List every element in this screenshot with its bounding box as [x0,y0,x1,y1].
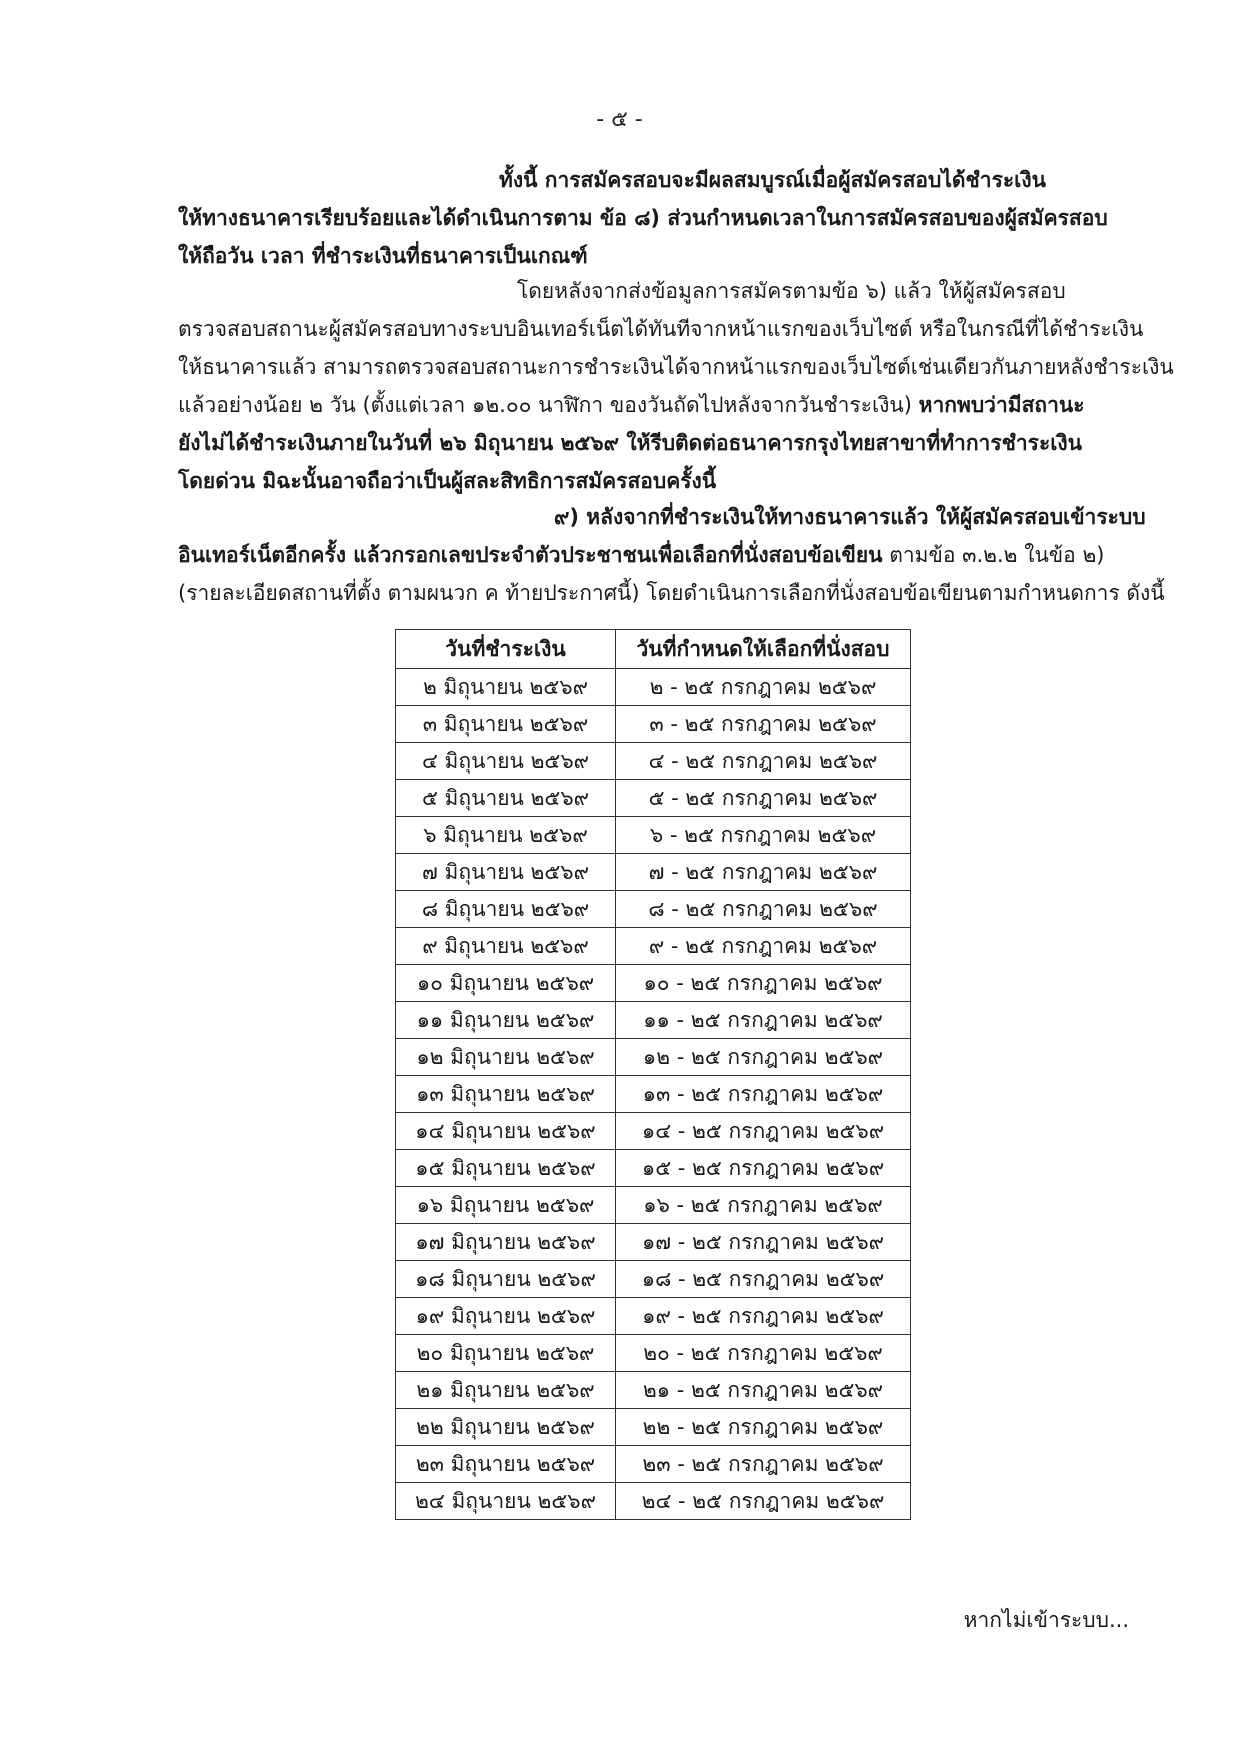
seat-selection-period-cell: ๒๒ - ๒๕ กรกฎาคม ๒๕๖๙ [616,1409,911,1446]
paragraph-line: โดยหลังจากส่งข้อมูลการสมัครตามข้อ ๖) แล้ว ให้ผู้สมัครสอบ [517,279,1066,303]
seat-selection-period-cell: ๒ - ๒๕ กรกฎาคม ๒๕๖๙ [616,669,911,706]
table-row [396,1002,911,1039]
payment-date-cell: ๒๔ มิถุนายน ๒๕๖๙ [396,1483,616,1520]
paragraph-text: แล้วอย่างน้อย ๒ วัน (ตั้งแต่เวลา ๑๒.๐๐ นาฬิกา ของวันถัดไปหลังจากวันชำระเงิน) [178,393,919,417]
table-header-row [396,630,911,669]
paragraph-line [178,386,1128,424]
paragraph-text-bold: หากพบว่ามีสถานะ [918,393,1085,417]
seat-selection-period-cell: ๑๓ - ๒๕ กรกฎาคม ๒๕๖๙ [616,1076,911,1113]
table-row [396,1113,911,1150]
seat-selection-period-cell: ๔ - ๒๕ กรกฎาคม ๒๕๖๙ [616,743,911,780]
seat-selection-period-cell: ๙ - ๒๕ กรกฎาคม ๒๕๖๙ [616,928,911,965]
seat-selection-schedule-table [395,629,911,1520]
table-row [396,706,911,743]
table-row [396,669,911,706]
table-row [396,1150,911,1187]
payment-date-cell: ๑๕ มิถุนายน ๒๕๖๙ [396,1150,616,1187]
table-row [396,1372,911,1409]
table-row [396,1224,911,1261]
table-row [396,1335,911,1372]
payment-date-cell: ๒๓ มิถุนายน ๒๕๖๙ [396,1446,616,1483]
payment-date-cell: ๑๙ มิถุนายน ๒๕๖๙ [396,1298,616,1335]
paragraph-line: โดยด่วน มิฉะนั้นอาจถือว่าเป็นผู้สละสิทธิการสมัครสอบครั้งนี้ [178,469,717,493]
payment-date-cell: ๑๒ มิถุนายน ๒๕๖๙ [396,1039,616,1076]
table-row [396,1076,911,1113]
payment-date-cell: ๖ มิถุนายน ๒๕๖๙ [396,817,616,854]
paragraph-line [178,536,1128,574]
payment-date-cell: ๒ มิถุนายน ๒๕๖๙ [396,669,616,706]
paragraph-text: ตามข้อ ๓.๒.๒ ในข้อ ๒) [882,543,1105,567]
seat-selection-period-cell: ๘ - ๒๕ กรกฎาคม ๒๕๖๙ [616,891,911,928]
seat-selection-period-cell: ๑๕ - ๒๕ กรกฎาคม ๒๕๖๙ [616,1150,911,1187]
column-header-seat-selection-period: วันที่กำหนดให้เลือกที่นั่งสอบ [616,630,911,669]
payment-date-cell: ๒๒ มิถุนายน ๒๕๖๙ [396,1409,616,1446]
paragraph-status-check [178,272,1174,500]
paragraph-line: (รายละเอียดสถานที่ตั้ง ตามผนวก ค ท้ายประกาศนี้) โดยดำเนินการเลือกที่นั่งสอบข้อเขียนตามกำหนดการ ดังนี้ [178,581,1165,605]
paragraph-line: ให้ธนาคารแล้ว สามารถตรวจสอบสถานะการชำระเงินได้จากหน้าแรกของเว็บไซต์เช่นเดียวกันภายหลังชำระเงิน [178,355,1174,379]
seat-selection-period-cell: ๒๓ - ๒๕ กรกฎาคม ๒๕๖๙ [616,1446,911,1483]
seat-selection-period-cell: ๑๐ - ๒๕ กรกฎาคม ๒๕๖๙ [616,965,911,1002]
paragraph-line: ๙) หลังจากที่ชำระเงินให้ทางธนาคารแล้ว ให้ผู้สมัครสอบเข้าระบบ [554,505,1146,529]
seat-selection-period-cell: ๓ - ๒๕ กรกฎาคม ๒๕๖๙ [616,706,911,743]
payment-date-cell: ๙ มิถุนายน ๒๕๖๙ [396,928,616,965]
payment-date-cell: ๗ มิถุนายน ๒๕๖๙ [396,854,616,891]
paragraph-line: ให้ทางธนาคารเรียบร้อยและได้ดำเนินการตาม ข้อ ๘) ส่วนกำหนดเวลาในการสมัครสอบของผู้สมัครสอบ [178,206,1108,230]
table-row [396,891,911,928]
table-row [396,743,911,780]
table-row [396,928,911,965]
payment-date-cell: ๓ มิถุนายน ๒๕๖๙ [396,706,616,743]
table-row [396,1483,911,1520]
seat-selection-period-cell: ๒๑ - ๒๕ กรกฎาคม ๒๕๖๙ [616,1372,911,1409]
payment-date-cell: ๑๔ มิถุนายน ๒๕๖๙ [396,1113,616,1150]
payment-date-cell: ๒๑ มิถุนายน ๒๕๖๙ [396,1372,616,1409]
table-row [396,1298,911,1335]
payment-date-cell: ๒๐ มิถุนายน ๒๕๖๙ [396,1335,616,1372]
table-row [396,1039,911,1076]
payment-date-cell: ๔ มิถุนายน ๒๕๖๙ [396,743,616,780]
seat-selection-period-cell: ๕ - ๒๕ กรกฎาคม ๒๕๖๙ [616,780,911,817]
payment-date-cell: ๑๐ มิถุนายน ๒๕๖๙ [396,965,616,1002]
continuation-text: หากไม่เข้าระบบ... [963,1608,1129,1632]
seat-selection-period-cell: ๒๔ - ๒๕ กรกฎาคม ๒๕๖๙ [616,1483,911,1520]
payment-date-cell: ๑๗ มิถุนายน ๒๕๖๙ [396,1224,616,1261]
page-number: - ๕ - [596,107,643,132]
seat-selection-period-cell: ๗ - ๒๕ กรกฎาคม ๒๕๖๙ [616,854,911,891]
table-row [396,854,911,891]
paragraph-line: ยังไม่ได้ชำระเงินภายในวันที่ ๒๖ มิถุนายน ๒๕๖๙ ให้รีบติดต่อธนาคารกรุงไทยสาขาที่ทำการชำระเงิน [178,431,1083,455]
table-body [396,669,911,1520]
paragraph-line: ทั้งนี้ การสมัครสอบจะมีผลสมบูรณ์เมื่อผู้สมัครสอบได้ชำระเงิน [499,168,1046,192]
paragraph-line: ตรวจสอบสถานะผู้สมัครสอบทางระบบอินเทอร์เน็ตได้ทันทีจากหน้าแรกของเว็บไซต์ หรือในกรณีที่ได้ชำระเงิน [178,317,1144,341]
table-row [396,780,911,817]
seat-selection-period-cell: ๑๔ - ๒๕ กรกฎาคม ๒๕๖๙ [616,1113,911,1150]
seat-selection-period-cell: ๖ - ๒๕ กรกฎาคม ๒๕๖๙ [616,817,911,854]
table-row [396,817,911,854]
table-row [396,1187,911,1224]
column-header-payment-date: วันที่ชำระเงิน [396,630,616,669]
seat-selection-period-cell: ๑๒ - ๒๕ กรกฎาคม ๒๕๖๙ [616,1039,911,1076]
paragraph-payment-completion [178,161,1128,275]
payment-date-cell: ๑๓ มิถุนายน ๒๕๖๙ [396,1076,616,1113]
payment-date-cell: ๑๖ มิถุนายน ๒๕๖๙ [396,1187,616,1224]
table-row [396,1261,911,1298]
paragraph-seat-selection [178,498,1165,612]
payment-date-cell: ๑๑ มิถุนายน ๒๕๖๙ [396,1002,616,1039]
paragraph-line: ให้ถือวัน เวลา ที่ชำระเงินที่ธนาคารเป็นเกณฑ์ [178,244,588,268]
payment-date-cell: ๑๘ มิถุนายน ๒๕๖๙ [396,1261,616,1298]
table-row [396,965,911,1002]
payment-date-cell: ๕ มิถุนายน ๒๕๖๙ [396,780,616,817]
table-row [396,1409,911,1446]
table-row [396,1446,911,1483]
paragraph-text-bold: อินเทอร์เน็ตอีกครั้ง แล้วกรอกเลขประจำตัวประชาชนเพื่อเลือกที่นั่งสอบข้อเขียน [178,543,883,567]
seat-selection-period-cell: ๒๐ - ๒๕ กรกฎาคม ๒๕๖๙ [616,1335,911,1372]
seat-selection-period-cell: ๑๑ - ๒๕ กรกฎาคม ๒๕๖๙ [616,1002,911,1039]
seat-selection-period-cell: ๑๗ - ๒๕ กรกฎาคม ๒๕๖๙ [616,1224,911,1261]
seat-selection-period-cell: ๑๖ - ๒๕ กรกฎาคม ๒๕๖๙ [616,1187,911,1224]
seat-selection-period-cell: ๑๘ - ๒๕ กรกฎาคม ๒๕๖๙ [616,1261,911,1298]
payment-date-cell: ๘ มิถุนายน ๒๕๖๙ [396,891,616,928]
seat-selection-period-cell: ๑๙ - ๒๕ กรกฎาคม ๒๕๖๙ [616,1298,911,1335]
